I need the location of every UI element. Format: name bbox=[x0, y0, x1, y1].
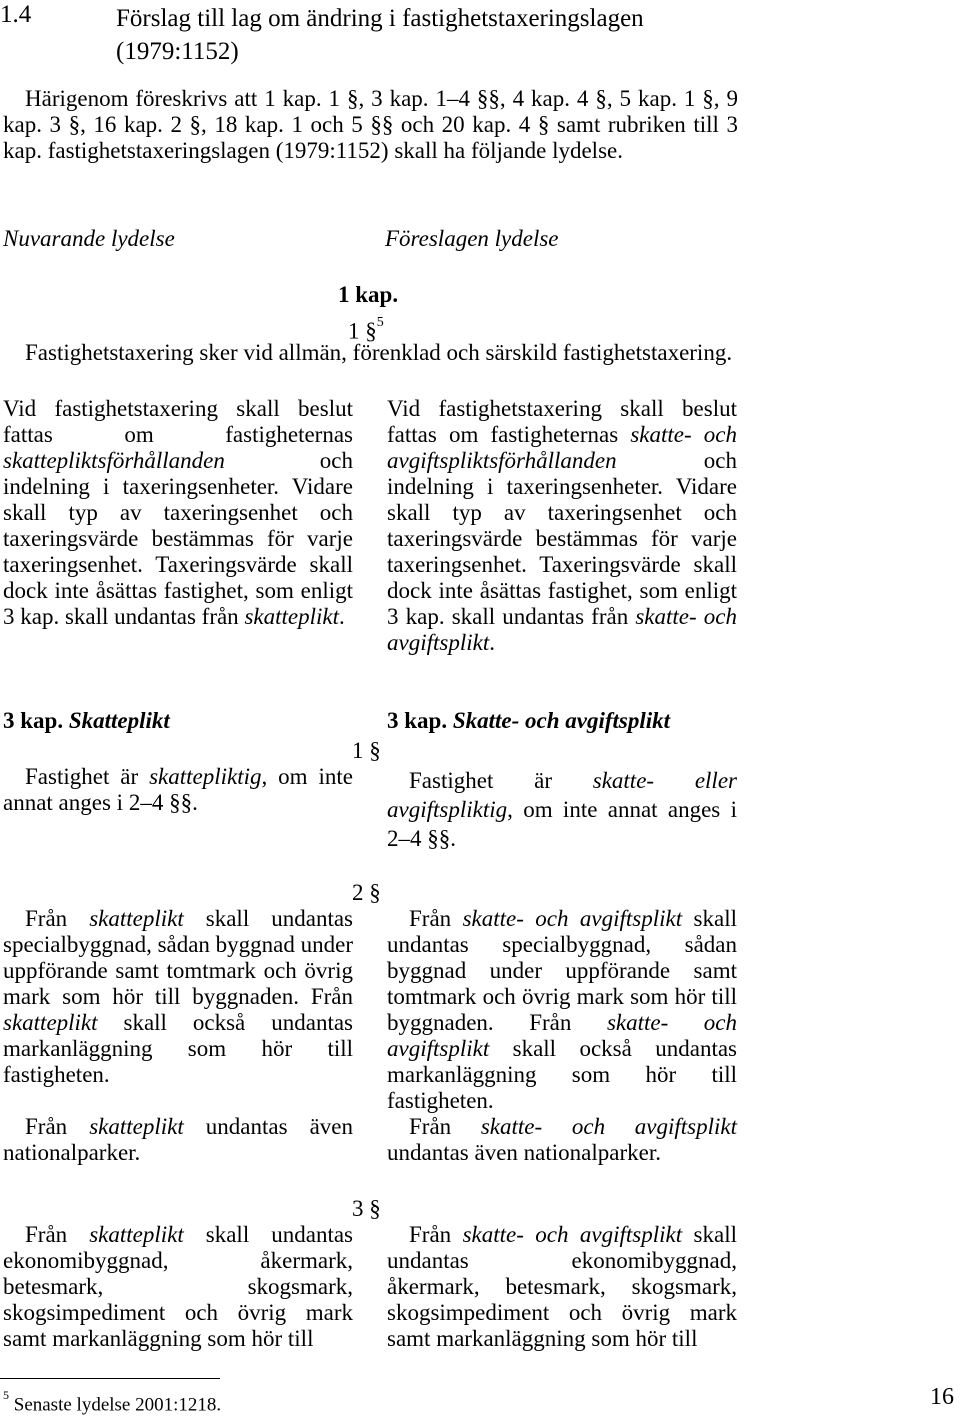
emphasis: skatteplikt bbox=[244, 604, 339, 629]
chapter-1-heading: 1 kap. bbox=[338, 282, 399, 307]
emphasis: skattepliktig bbox=[149, 764, 262, 789]
footnote-text: Senaste lydelse 2001:1218. bbox=[13, 1394, 222, 1416]
footnote-separator bbox=[0, 1378, 220, 1379]
chapter-3-heading-current bbox=[3, 708, 170, 734]
text: Fastighet är bbox=[409, 768, 593, 793]
emphasis: skatteplikt bbox=[3, 1010, 98, 1035]
text: skall undantas specialbyggnad, sådan byggnad under uppförande samt tomtmark och övrig mark som hör till byggnaden. Från bbox=[3, 906, 354, 1009]
chapter-3-heading-proposed bbox=[387, 708, 670, 734]
text: Från bbox=[25, 1222, 90, 1247]
text: skall undantas ekonomibyggnad, åkermark, betesmark, skogsmark, skogsimpediment och övrig mark samt markanläggning som hör till bbox=[3, 1222, 353, 1351]
column-header-proposed: Föreslagen lydelse bbox=[385, 226, 559, 251]
footnote bbox=[3, 1386, 221, 1418]
text: Från bbox=[409, 1114, 481, 1139]
column-header-current: Nuvarande lydelse bbox=[3, 226, 175, 251]
text: skall också undantas markanläggning som hör till fastigheten. bbox=[387, 1036, 737, 1113]
emphasis: skatte- och avgiftsplikt bbox=[387, 1010, 738, 1061]
text: skall undantas ekonomibyggnad, åkermark, betesmark, skogsmark, skogsimpediment och övrig mark samt markanläggning som hör till bbox=[387, 1222, 737, 1351]
text: Fastighet är bbox=[25, 764, 150, 789]
section-number-text: 1 § bbox=[348, 318, 377, 344]
text: Vid fastighetstaxering skall beslut fattas om fastigheternas bbox=[387, 396, 737, 447]
emphasis: skatte- och avgiftsplikt bbox=[480, 1114, 737, 1139]
emphasis: skatteplikt bbox=[89, 1222, 184, 1247]
chapter-3-section-1-number: 1 § bbox=[352, 738, 381, 763]
section-title: Förslag till lag om ändring i fastighetstaxeringslagen (1979:1152) bbox=[116, 5, 644, 65]
chapter-1-common-text: Fastighetstaxering sker vid allmän, förenklad och särskild fastighetstaxering. bbox=[25, 340, 733, 365]
emphasis: skatte- och avgiftsplikt bbox=[462, 906, 683, 931]
chapter-3-section-3-proposed bbox=[387, 1222, 737, 1352]
text: , om inte annat anges i 2–4 §§. bbox=[387, 797, 737, 851]
emphasis: skatteplikt bbox=[89, 906, 184, 931]
text: Från bbox=[409, 906, 463, 931]
chapter-3-section-2-number: 2 § bbox=[352, 880, 381, 905]
section-number: 1.4 bbox=[0, 1, 32, 28]
text: . bbox=[489, 630, 495, 655]
chapter-title: Skatteplikt bbox=[68, 708, 170, 733]
chapter-label: 3 kap. bbox=[387, 708, 448, 733]
text: Vid fastighetstaxering skall beslut fattas om fastigheternas bbox=[3, 396, 353, 447]
emphasis: skatte- och avgiftsplikt bbox=[387, 604, 738, 655]
page-number: 16 bbox=[930, 1384, 954, 1410]
chapter-1-proposed-text bbox=[387, 396, 737, 656]
chapter-3-section-1-current bbox=[3, 764, 353, 816]
chapter-1-current-text bbox=[3, 396, 353, 630]
text: Från bbox=[409, 1222, 463, 1247]
chapter-3-section-2-current-p1 bbox=[3, 906, 353, 1088]
emphasis: skatte- och avgiftsplikt bbox=[462, 1222, 683, 1247]
text: och indelning i taxeringsenheter. Vidare skall typ av taxeringsenhet och taxeringsvärde bestämmas för varje taxeringsenhet. Taxeringsvärde skall dock inte åsättas fastighet, som enligt 3 kap. skall undantas från bbox=[3, 448, 353, 629]
chapter-label: 3 kap. bbox=[3, 708, 64, 733]
emphasis: skatte- eller avgiftspliktig bbox=[387, 768, 737, 822]
footnote-reference: 5 bbox=[376, 315, 384, 330]
text: skall undantas specialbyggnad, sådan byggnad under uppförande samt tomtmark och övrig mark som hör till byggnaden. Från bbox=[387, 906, 737, 1035]
text: och indelning i taxeringsenheter. Vidare skall typ av taxeringsenhet och taxeringsvärde bestämmas för varje taxeringsenhet. Taxeringsvärde skall dock inte åsättas fastighet, som enligt 3 kap. skall undantas från bbox=[387, 448, 737, 629]
text: . bbox=[338, 604, 345, 629]
chapter-3-section-2-current-p2 bbox=[3, 1114, 353, 1166]
emphasis: skatte- och avgiftspliktsförhållanden bbox=[387, 422, 737, 473]
chapter-3-section-3-current bbox=[3, 1222, 353, 1352]
text: , om inte annat anges i 2–4 §§. bbox=[3, 764, 353, 815]
intro-text: Härigenom föreskrivs att 1 kap. 1 §, 3 kap. 1–4 §§, 4 kap. 4 §, 5 kap. 1 §, 9 kap. 3 §, 16 kap. 2 §, 18 kap. 1 och 5 §§ och 20 kap. 4 § samt rubriken till 3 kap. fastighetstaxeringslagen (1979:1152) skall ha följande lydelse. bbox=[3, 86, 738, 163]
chapter-3-section-1-proposed bbox=[387, 766, 737, 853]
text: skall också undantas markanläggning som hör till fastigheten. bbox=[3, 1010, 353, 1087]
chapter-3-section-3-number: 3 § bbox=[352, 1196, 381, 1221]
emphasis: skatteplikt bbox=[89, 1114, 184, 1139]
emphasis: skattepliktsförhållanden bbox=[3, 448, 225, 473]
text: Från bbox=[25, 906, 90, 931]
chapter-3-section-2-proposed-p1 bbox=[387, 906, 737, 1114]
chapter-3-section-2-proposed-p2 bbox=[387, 1114, 737, 1166]
text: Från bbox=[25, 1114, 90, 1139]
text: undantas även nationalparker. bbox=[387, 1140, 661, 1165]
footnote-mark: 5 bbox=[3, 1388, 9, 1402]
intro-paragraph bbox=[3, 86, 738, 164]
text: undantas även nationalparker. bbox=[3, 1114, 353, 1165]
chapter-title: Skatte- och avgiftsplikt bbox=[452, 708, 671, 733]
